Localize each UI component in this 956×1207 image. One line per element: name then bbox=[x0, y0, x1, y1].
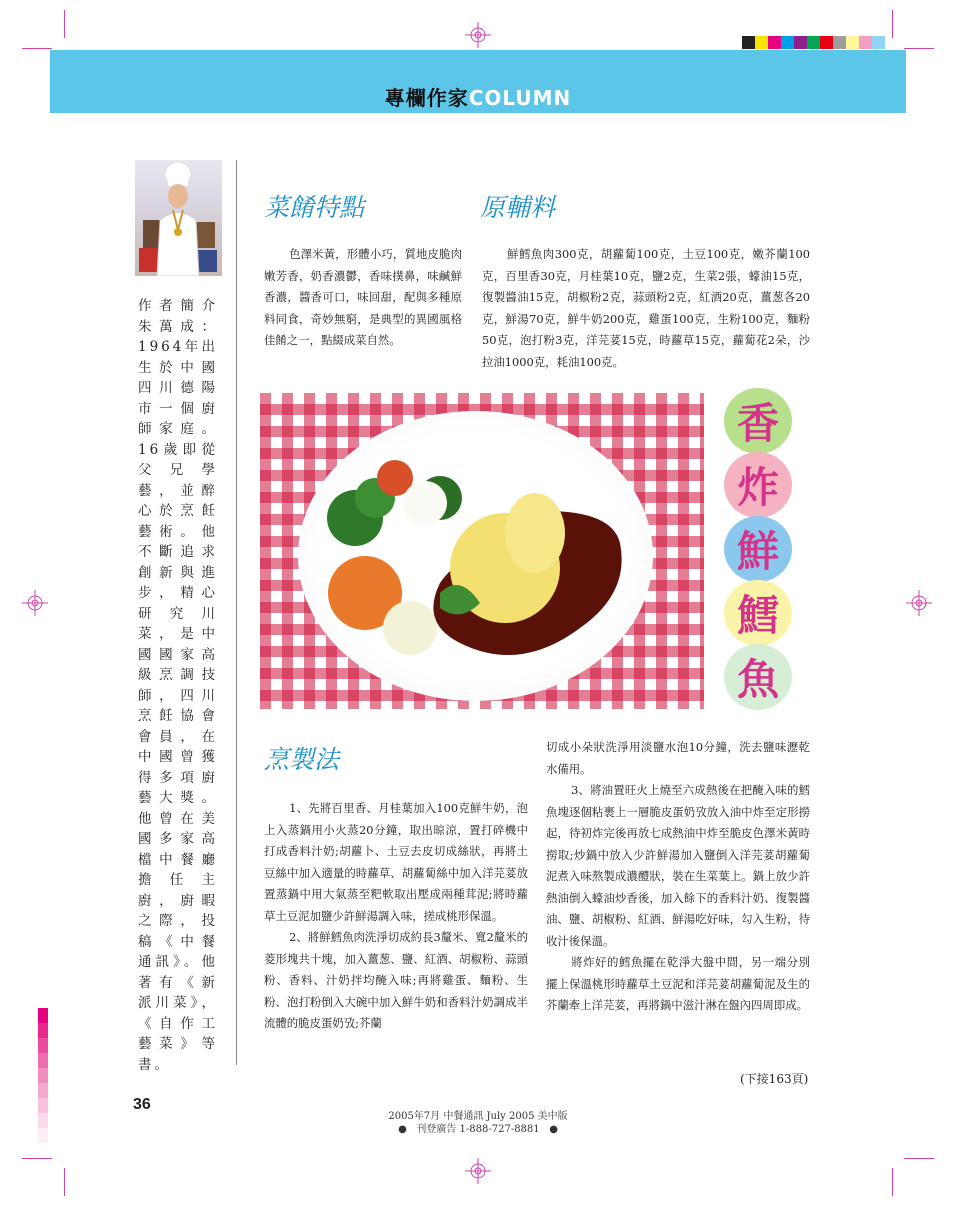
column-divider bbox=[236, 160, 237, 1065]
pink-bar-segment bbox=[38, 1053, 48, 1068]
pink-bar-segment bbox=[38, 1083, 48, 1098]
pink-gradient-bar bbox=[38, 1008, 48, 1143]
crop-mark bbox=[892, 1168, 893, 1196]
bullet-icon: ● bbox=[539, 1124, 558, 1135]
dish-title-char: 炸 bbox=[724, 452, 792, 518]
dish-title-char: 鱈 bbox=[724, 580, 792, 646]
color-swatch bbox=[846, 36, 859, 49]
color-swatch bbox=[859, 36, 872, 49]
crop-mark bbox=[22, 1158, 52, 1159]
pink-bar-segment bbox=[38, 1098, 48, 1113]
color-swatch bbox=[807, 36, 820, 49]
color-swatch bbox=[742, 36, 755, 49]
method-step: 1、先將百里香、月桂葉加入100克鮮牛奶，泡上入蒸鍋用小火蒸20分鐘，取出晾涼，置打碎機中打成香料汁奶;胡蘿卜、土豆去皮切成絲狀，再將土豆絲中加入適量的時蘿草、胡蘿蔔絲中加入洋芫荽放置蒸鍋中用大氣蒸至粑軟取出壓成兩種茸泥;將時蘿草土豆泥加鹽少許鮮湯調入味，搓成桃形保溫。 bbox=[264, 801, 528, 923]
method-heading: 烹製法 bbox=[264, 745, 340, 774]
crop-mark bbox=[64, 10, 65, 38]
page-number: 36 bbox=[133, 1096, 151, 1113]
method-step: 2、將鮮鱈魚肉洗淨切成約長3釐米、寬2釐米的菱形塊共十塊，加入薑葱、鹽、紅酒、胡椒粉、蒜頭粉、香料、汁奶拌均醃入味;再將雞蛋、麵粉、生粉、泡打粉倒入大碗中加入鮮牛奶和香料汁奶調成半流體的脆皮蛋奶攷;芥蘭 bbox=[264, 930, 528, 1030]
dish-title-char: 鮮 bbox=[724, 516, 792, 582]
chef-portrait-icon bbox=[135, 160, 222, 276]
footer-ad-line: 刊登廣告 1-888-727-8881 bbox=[416, 1124, 540, 1135]
pink-bar-segment bbox=[38, 1068, 48, 1083]
method-step-continued: 切成小朵狀洗淨用淡鹽水泡10分鐘，洗去鹽味瀝乾水備用。 bbox=[546, 740, 810, 776]
features-heading: 菜餚特點 bbox=[264, 193, 365, 222]
bullet-icon: ● bbox=[398, 1124, 417, 1135]
dish-illustration bbox=[260, 393, 704, 709]
method-column-2 bbox=[546, 737, 810, 1017]
pink-bar-segment bbox=[38, 1038, 48, 1053]
registration-target-icon bbox=[22, 590, 48, 616]
crop-mark bbox=[904, 1158, 934, 1159]
author-bio: 作者簡介朱萬成：1964年出生於中國四川德陽市一個廚師家庭。16歲即從父兄學藝，並醉心於烹飪藝術。他不斷追求創新與進步，精心研究川菜，是中國國家高級烹調技師，四川烹飪協會會員，在中國曾獲得多項廚藝大獎。他曾在美國多家高檔中餐廳擔任主廚，廚暇之際，投稿《中餐通訊》。他著有《新派川菜》，《自作工藝菜》等書。 bbox=[138, 298, 218, 1073]
color-swatch bbox=[794, 36, 807, 49]
registration-target-icon bbox=[906, 590, 932, 616]
color-swatch bbox=[872, 36, 885, 49]
ingredients-text bbox=[482, 244, 810, 373]
column-header-title bbox=[0, 82, 956, 111]
crop-mark bbox=[892, 10, 893, 38]
color-swatch bbox=[755, 36, 768, 49]
pink-bar-segment bbox=[38, 1023, 48, 1038]
color-swatch bbox=[833, 36, 846, 49]
color-swatch bbox=[820, 36, 833, 49]
registration-target-icon bbox=[465, 22, 491, 48]
color-swatch bbox=[768, 36, 781, 49]
footer-line-2 bbox=[0, 1120, 956, 1135]
column-title-chinese: 專欄作家 bbox=[384, 86, 469, 110]
features-text bbox=[264, 244, 462, 352]
ingredients-paragraph: 鮮鱈魚肉300克，胡蘿蔔100克，土豆100克，嫩芥蘭100克，百里香30克，月桂葉10克，鹽2克，生菜2張，蠔油15克，復製醬油15克，胡椒粉2克，蒜頭粉2克，紅酒20克，薑葱各20克，鮮湯70克，鮮牛奶200克，雞蛋100克，生粉100克，麵粉50克，泡打粉3克，洋芫荽15克，時蘿草15克，蘿蔔花2朵，沙拉油1000克，耗油100克。 bbox=[482, 247, 810, 369]
crop-mark bbox=[22, 48, 52, 49]
fried-cod-dish-photo bbox=[260, 393, 704, 709]
dish-title-char: 香 bbox=[724, 388, 792, 454]
method-column-1 bbox=[264, 798, 528, 1035]
crop-mark bbox=[904, 48, 934, 49]
footer-line-1: 2005年7月 中餐通訊 July 2005 美中版 bbox=[388, 1111, 568, 1122]
color-swatch bbox=[781, 36, 794, 49]
method-step: 將炸好的鱈魚擺在乾淨大盤中間，另一端分別擺上保溫桃形時蘿草土豆泥和洋芫荽胡蘿蔔泥及生的芥蘭牽上洋芫荽，再將鍋中滋汁淋在盤內四周即成。 bbox=[546, 955, 810, 1012]
column-title-english: COLUMN bbox=[468, 86, 572, 110]
crop-mark bbox=[64, 1168, 65, 1196]
registration-target-icon bbox=[465, 1158, 491, 1184]
continued-note: (下接163頁) bbox=[740, 1072, 809, 1086]
pink-bar-segment bbox=[38, 1008, 48, 1023]
pink-bar-segment bbox=[38, 1113, 48, 1128]
print-color-bar bbox=[742, 36, 885, 49]
ingredients-heading: 原輔料 bbox=[480, 193, 556, 222]
dish-title bbox=[724, 388, 794, 708]
dish-title-char: 魚 bbox=[724, 644, 792, 710]
features-paragraph: 色澤米黃，形體小巧，質地皮脆肉嫩芳香，奶香濃鬱，香味撲鼻，味鹹鮮香濃，醬香可口，味回甜，配與多種原料同食，奇妙無窮，是典型的異國風格佳餚之一，點綴成菜自然。 bbox=[264, 247, 462, 347]
pink-bar-segment bbox=[38, 1128, 48, 1143]
method-step: 3、將油置旺火上燒至六成熱後在把醃入味的鱈魚塊逐個粘裹上一層脆皮蛋奶攷放入油中炸至定形撈起，待初炸完後再放七成熱油中炸至脆皮色澤米黃時撈取;炒鍋中放入少許鮮湯加入鹽倒入洋芫荽胡蘿蔔泥煮入味熬製成濃醴狀，裝在生菜葉上。鍋上放少許熱油倒入蠔油炒香後，加入餘下的香料汁奶、復製醬油、鹽、胡椒粉、紅酒、鮮湯吃好味，勾入生粉，待收汁後保溫。 bbox=[546, 783, 810, 948]
